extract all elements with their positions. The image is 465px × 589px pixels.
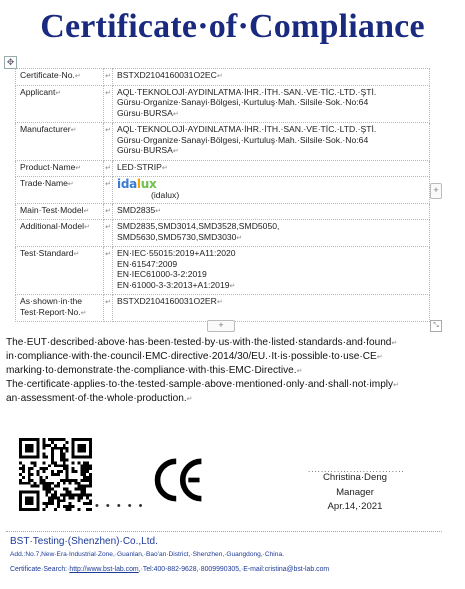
value-text: EN·61000-3-3:2013+A1:2019	[117, 279, 230, 290]
field-label[interactable]	[16, 247, 104, 295]
cell-end-mark: ↵	[73, 251, 80, 258]
value-text: BSTXD2104160031O2ER	[117, 296, 217, 306]
ce-mark-icon	[151, 452, 207, 508]
field-value-line	[117, 70, 426, 83]
value-text: SMD2835,SMD3014,SMD3528,SMD5050,	[117, 221, 280, 231]
value-text: Gürsu·BURSA	[117, 145, 173, 155]
cell-end-mark: ↵	[229, 282, 236, 290]
logo-part: ux	[140, 177, 157, 191]
paragraph-mark: ↵	[393, 382, 399, 389]
table-row	[16, 203, 430, 220]
field-value-line	[117, 269, 426, 280]
field-label[interactable]	[16, 160, 104, 177]
separator-cell[interactable]	[104, 295, 113, 322]
value-text: SMD2835	[117, 204, 156, 215]
paragraph-mark: ↵	[376, 354, 383, 361]
field-value[interactable]	[113, 203, 430, 220]
field-value[interactable]	[113, 295, 430, 322]
table-row	[16, 123, 430, 161]
separator-cell[interactable]	[104, 69, 113, 86]
statement-text: an·assessment·of·the·whole·production.	[6, 393, 187, 404]
field-label[interactable]	[16, 295, 104, 322]
cell-end-mark: ↵	[75, 164, 82, 172]
table-row	[16, 247, 430, 295]
value-text: SMD5630,SMD5730,SMD3030	[117, 231, 237, 242]
field-value[interactable]	[113, 123, 430, 161]
value-text: AQL·TEKNOLOJİ·AYDINLATMA·İHR.·İTH.·SAN.·VE·TİC.·LTD.·ŞTİ.	[117, 86, 377, 97]
table-row	[16, 295, 430, 322]
statement-text: marking·to·demonstrate·the·compliance·with·this·EMC·Directive.	[6, 365, 297, 376]
value-text: EN·IEC61000-3-2:2019	[117, 269, 207, 279]
logo-part: ida	[117, 177, 137, 191]
signature-date: Apr.14,·2021	[327, 501, 383, 512]
field-value[interactable]	[113, 69, 430, 86]
separator-cell[interactable]	[104, 160, 113, 177]
company-address: Add.:No.7,New·Era·Industrial·Zone,·Guanlan,·Bao'an·District,·Shenzhen,·Guangdong,·China.	[10, 551, 284, 558]
field-value-line	[117, 124, 426, 135]
table-row	[16, 85, 430, 123]
field-label-text: As·shown·in·the Test·Report·No.	[20, 296, 83, 317]
cell-end-mark: ↵	[105, 181, 111, 188]
cell-end-mark: ↵	[105, 224, 111, 231]
cell-end-mark: ↵	[172, 148, 179, 155]
separator-cell[interactable]	[104, 123, 113, 161]
value-text: AQL·TEKNOLOJİ·AYDINLATMA·İHR.·İTH.·SAN.·VE·TİC.·LTD.·ŞTİ.	[117, 124, 377, 134]
paragraph-mark: ↵	[186, 396, 193, 403]
footer-divider	[6, 531, 442, 532]
value-text: EN·IEC·55015:2019+A11:2020	[117, 248, 236, 258]
statement-line	[6, 364, 446, 379]
field-value-line	[117, 162, 426, 175]
field-value-line	[117, 280, 426, 293]
cell-end-mark: ↵	[216, 299, 223, 306]
cell-end-mark: ↵	[74, 73, 81, 80]
cell-end-mark: ↵	[236, 234, 243, 242]
cell-end-mark: ↵	[105, 89, 111, 97]
cell-end-mark: ↵	[55, 89, 62, 97]
field-label-text: Test·Standard	[20, 248, 74, 258]
statement-line	[6, 392, 446, 407]
cell-end-mark: ↵	[67, 181, 74, 188]
qr-code-icon	[19, 438, 92, 511]
field-value-line	[117, 97, 426, 108]
field-label-text: Manufacturer	[20, 124, 71, 134]
field-label[interactable]	[16, 69, 104, 86]
statement-text: The·certificate·applies·to·the·tested·sample·above·mentioned·only·and·shall·not·imply	[6, 379, 394, 390]
cell-end-mark: ↵	[216, 73, 223, 80]
value-text: BSTXD2104160031O2EC	[117, 70, 217, 80]
field-value-line	[117, 259, 426, 270]
cell-end-mark: ↵	[105, 251, 111, 258]
statement-text: The·EUT·described·above·has·been·tested·by·us·with·the·listed·standards·and·found	[6, 337, 392, 348]
signatory-title: Manager	[336, 487, 374, 498]
certificate-search-line	[10, 566, 329, 573]
value-text: Gürsu·BURSA	[117, 107, 173, 118]
separator-cell[interactable]	[104, 220, 113, 247]
field-value[interactable]	[113, 85, 430, 123]
field-label[interactable]	[16, 123, 104, 161]
value-text: LED·STRIP	[117, 161, 162, 172]
search-label: Certificate·Search:·	[10, 566, 70, 573]
field-label-text: Trade·Name	[20, 178, 68, 188]
cell-end-mark: ↵	[105, 207, 111, 215]
cell-end-mark: ↵	[105, 299, 111, 306]
cell-end-mark: ↵	[105, 73, 111, 80]
field-label-text: Product·Name	[20, 161, 76, 172]
field-label[interactable]	[16, 220, 104, 247]
field-label[interactable]	[16, 177, 104, 204]
cell-end-mark: ↵	[172, 110, 179, 118]
field-value-line: (idalux)	[151, 190, 180, 200]
cell-end-mark: ↵	[161, 164, 168, 172]
field-value[interactable]	[113, 247, 430, 295]
statement-line	[6, 378, 446, 393]
signature-line: ..............................	[308, 465, 405, 474]
table-move-handle-icon[interactable]: ✥	[4, 56, 17, 69]
separator-cell[interactable]	[104, 85, 113, 123]
statement-line	[6, 350, 446, 365]
cell-end-mark: ↵	[155, 207, 162, 215]
signatory-name: Christina·Deng	[323, 472, 387, 483]
field-label-text: Applicant	[20, 86, 56, 97]
field-value-line	[117, 221, 426, 232]
field-label-text: Certificate·No.	[20, 70, 75, 80]
paragraph-mark: ↵	[391, 340, 398, 347]
decorative-dots: • • • • •	[95, 500, 145, 512]
company-name: BST·Testing·(Shenzhen)·Co.,Ltd.	[10, 536, 158, 547]
value-text: EN·61547:2009	[117, 258, 178, 269]
table-row	[16, 220, 430, 247]
field-value[interactable]	[113, 220, 430, 247]
add-row-button[interactable]: +	[207, 320, 235, 332]
contact-info: ,·Tel:400-882-9628,·8009990305,·E-mail:cristina@bst-lab.com	[138, 566, 330, 573]
table-resize-handle-icon[interactable]: ⤡	[430, 320, 442, 332]
field-value-line	[117, 135, 426, 146]
field-value-line	[117, 108, 426, 121]
field-value-line	[117, 232, 426, 245]
field-value[interactable]	[113, 177, 430, 204]
cell-end-mark: ↵	[105, 164, 111, 172]
paragraph-mark: ↵	[296, 368, 303, 375]
field-label[interactable]	[16, 85, 104, 123]
document-title: Certificate·of·Compliance	[40, 8, 425, 45]
field-value-line	[117, 248, 426, 259]
separator-cell[interactable]	[104, 247, 113, 295]
field-value-line	[117, 145, 426, 158]
cell-end-mark: ↵	[70, 127, 77, 134]
field-label[interactable]	[16, 203, 104, 220]
value-text: Gürsu·Organize·Sanayi·Bölgesi,·Kurtuluş·Mah.·Silsile·Sok.·No:64	[117, 134, 369, 145]
field-label-text: Additional·Model	[20, 221, 85, 231]
add-column-button[interactable]: +	[430, 183, 442, 199]
website-link[interactable]: http://www.bst-lab.com	[69, 566, 139, 573]
certificate-info-table	[15, 68, 430, 322]
value-text: Gürsu·Organize·Sanayi·Bölgesi,·Kurtuluş·Mah.·Silsile·Sok.·No:64	[117, 97, 369, 107]
cell-end-mark: ↵	[105, 127, 111, 134]
field-value-line	[117, 205, 426, 218]
field-value[interactable]	[113, 160, 430, 177]
cell-end-mark: ↵	[84, 224, 90, 231]
statement-line	[6, 336, 446, 351]
field-value-line	[117, 296, 426, 309]
separator-cell[interactable]	[104, 203, 113, 220]
table-row	[16, 69, 430, 86]
table-row	[16, 160, 430, 177]
cell-end-mark: ↵	[83, 207, 90, 215]
separator-cell[interactable]	[104, 177, 113, 204]
cell-end-mark: ↵	[80, 309, 87, 317]
field-label-text: Main·Test·Model	[20, 204, 84, 215]
field-value-line	[117, 87, 426, 98]
statement-text: in·compliance·with·the·council·EMC·directive·2014/30/EU.·It·is·possible·to·use·CE	[6, 351, 377, 362]
table-row	[16, 177, 430, 204]
logo-part: l	[136, 177, 141, 191]
idalux-logo	[117, 178, 156, 190]
trade-logo-line	[117, 178, 426, 190]
